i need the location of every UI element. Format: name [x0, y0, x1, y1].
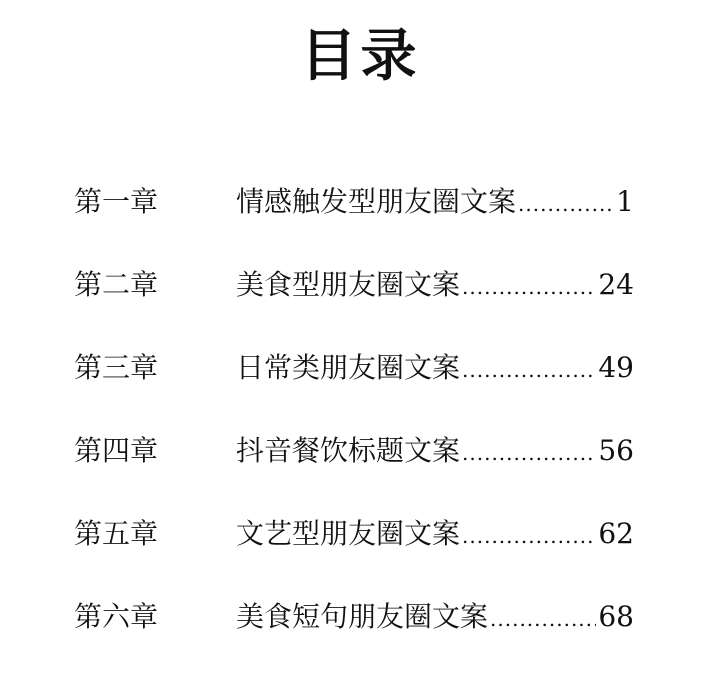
- chapter-heading: 日常类朋友圈文案: [236, 351, 461, 384]
- page-number: 62: [598, 517, 634, 550]
- toc-line: [236, 178, 634, 228]
- page-number: 68: [598, 600, 634, 633]
- toc-entry[interactable]: [74, 510, 634, 593]
- page-number: 1: [616, 185, 634, 218]
- chapter-number: 第五章: [74, 517, 159, 550]
- toc-entry[interactable]: [74, 427, 634, 510]
- dot-leader: [462, 512, 596, 560]
- page-title: 目录: [300, 24, 421, 89]
- page-number: 24: [598, 268, 634, 301]
- chapter-heading: 文艺型朋友圈文案: [236, 517, 461, 550]
- toc-entry[interactable]: [74, 261, 634, 344]
- chapter-number: 第三章: [74, 351, 159, 384]
- page-number: 49: [598, 351, 634, 384]
- chapter-heading: 美食型朋友圈文案: [236, 268, 461, 301]
- toc-entry[interactable]: [74, 178, 634, 261]
- dot-leader: [490, 595, 596, 643]
- chapter-number: 第二章: [74, 268, 159, 301]
- dot-leader: [518, 180, 614, 228]
- chapter-heading: 情感触发型朋友圈文案: [236, 185, 517, 218]
- toc-line: [236, 510, 634, 560]
- table-of-contents: [74, 178, 634, 676]
- dot-leader: [462, 346, 596, 394]
- dot-leader: [462, 429, 596, 477]
- chapter-heading: 抖音餐饮标题文案: [236, 434, 461, 467]
- page-number: 56: [598, 434, 634, 467]
- toc-line: [236, 427, 634, 477]
- chapter-number: 第四章: [74, 434, 159, 467]
- chapter-number: 第六章: [74, 600, 159, 633]
- toc-entry[interactable]: [74, 344, 634, 427]
- chapter-heading: 美食短句朋友圈文案: [236, 600, 489, 633]
- toc-line: [236, 344, 634, 394]
- toc-entry[interactable]: [74, 593, 634, 676]
- dot-leader: [462, 263, 596, 311]
- toc-line: [236, 593, 634, 643]
- chapter-number: 第一章: [74, 185, 159, 218]
- toc-line: [236, 261, 634, 311]
